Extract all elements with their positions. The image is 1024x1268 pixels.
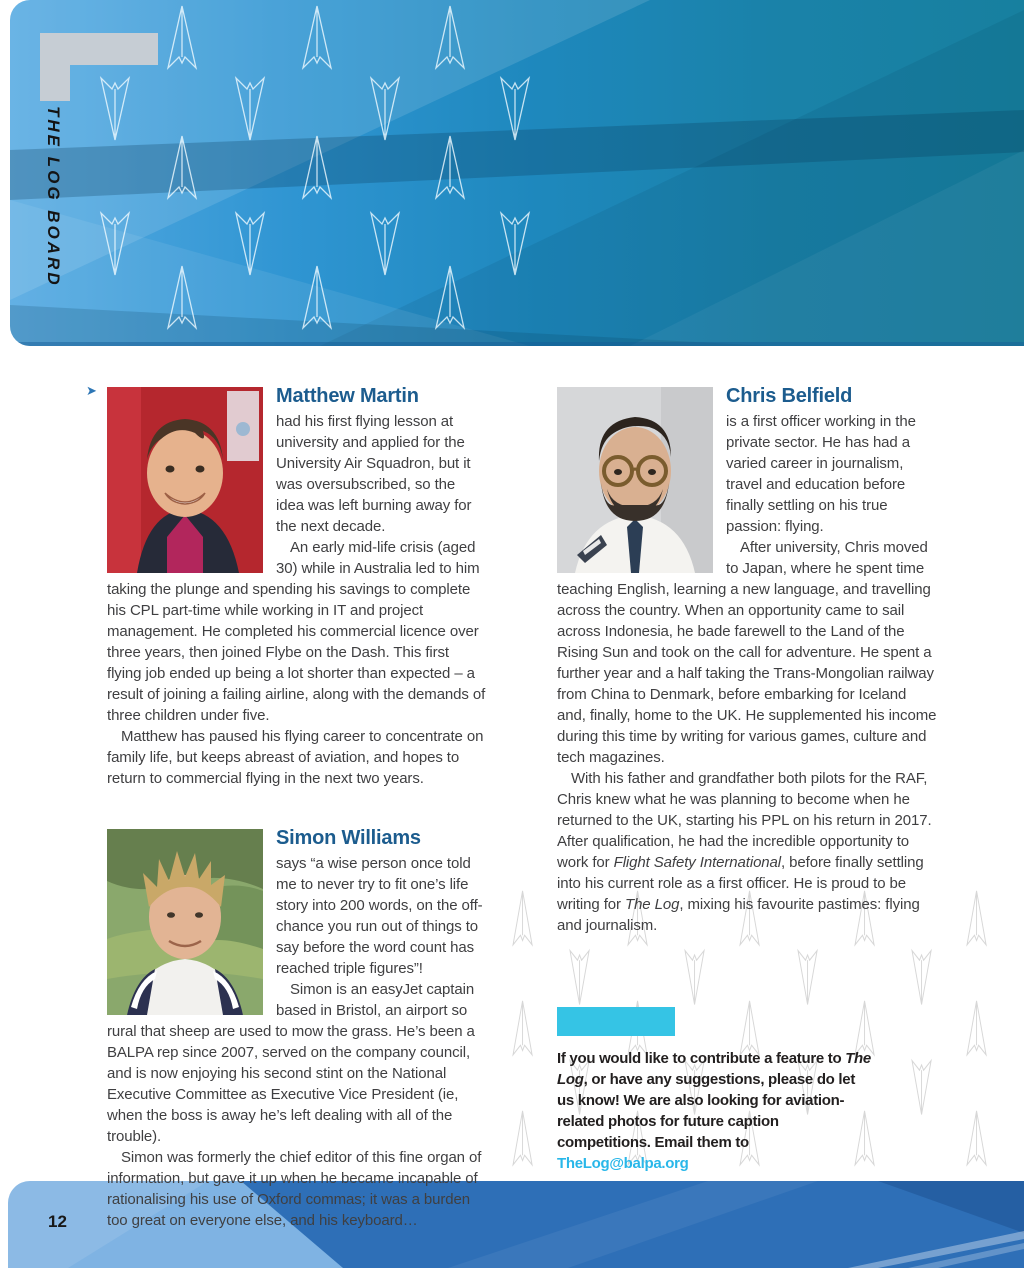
right-arrow-icon: ➤ xyxy=(86,383,97,398)
banner-artwork xyxy=(10,0,1024,346)
italic-title: The Log xyxy=(557,1050,871,1088)
profile-paragraph: is a first officer working in the private sector. He has had a varied career in journalism, travel and education before finally settling on his true passion: flying. xyxy=(726,413,916,535)
profile-paragraph: Simon is an easyJet captain based in Bristol, an airport so rural that sheep are used to mow the grass. He’s been a BALPA rep since 2007, served on the company council, and is now enjoying his second stint on the National Executive Committee as Executive Vice President (ie, when the boss is away he’s left dealing with all of the trouble). xyxy=(107,981,475,1145)
italic-title: The Log xyxy=(625,896,680,913)
profile-matthew-martin xyxy=(107,384,487,789)
profile-paragraph: says “a wise person once told me to never try to fit one’s life story into 200 words, on the off-chance you run out of things to say before the word count has reached triple figures”! xyxy=(276,855,483,977)
page-number: 12 xyxy=(48,1212,67,1231)
section-title-vertical: THE LOG BOARD xyxy=(44,106,63,288)
matthew-martin-photo xyxy=(107,387,263,573)
profile-paragraph xyxy=(557,768,937,936)
profile-name: Matthew Martin xyxy=(276,385,419,407)
chris-belfield-photo xyxy=(557,387,713,573)
note-part: , or have any suggestions, please do let us know! We are also looking for aviation-related photos for future caption competitions. Email them to xyxy=(557,1071,856,1151)
note-part: If you would like to contribute a feature to xyxy=(557,1050,846,1067)
italic-title: Flight Safety International xyxy=(613,854,782,871)
email-link[interactable]: TheLog@balpa.org xyxy=(557,1155,689,1172)
right-column xyxy=(557,384,937,936)
profile-name: Chris Belfield xyxy=(726,385,853,407)
profile-paragraph: Matthew has paused his flying career to concentrate on family life, but keeps abreast of aviation, and hopes to return to commercial flying in the next two years. xyxy=(107,728,484,787)
profile-paragraph: An early mid-life crisis (aged 30) while in Australia led to him taking the plunge and spending his savings to complete his CPL part-time while working in IT and project management. He completed his commercial licence over three years, then joined Flybe on the Dash. This first flying job ended up being a lot shorter than expected – a result of joining a failing airline, along with the demands of three children under five. xyxy=(107,539,486,724)
profile-chris-belfield xyxy=(557,384,937,936)
cyan-highlight-box xyxy=(557,1007,675,1036)
left-column xyxy=(107,384,487,1231)
top-banner xyxy=(10,0,1024,346)
profile-paragraph: After university, Chris moved to Japan, where he spent time teaching English, learning a new language, and travelling across the country. When an opportunity came to sail across Indonesia, he bade farewell to the Land of the Rising Sun and took on the call for adventure. He spent a further year and a half taking the Trans-Mongolian railway from China to Denmark, before embarking for Iceland and, finally, home to the UK. He supplemented his income during this time by writing for various games, culture and tech magazines. xyxy=(557,539,937,766)
profile-paragraph: had his first flying lesson at university and applied for the University Air Squadron, but it was oversubscribed, so the idea was left burning away for the next decade. xyxy=(276,413,472,535)
profile-paragraph: Simon was formerly the chief editor of this fine organ of information, but gave it up when he became incapable of rationalising his use of Oxford commas; it was a burden too great on everyone else, and his keyboard… xyxy=(107,1149,482,1229)
paragraph-part: , before finally settling into his current role as a first officer. He is proud to be writing for xyxy=(557,854,924,913)
simon-williams-photo xyxy=(107,829,263,1015)
contribution-note xyxy=(557,1048,873,1174)
paragraph-part: With his father and grandfather both pilots for the RAF, Chris knew what he was planning to become when he returned to the UK, starting his PPL on his return in 2017. After qualification, he had the incredible opportunity to work for xyxy=(557,770,932,871)
profile-simon-williams xyxy=(107,826,487,1231)
profile-name: Simon Williams xyxy=(276,827,421,849)
paragraph-part: , mixing his favourite pastimes: flying and journalism. xyxy=(557,896,920,934)
